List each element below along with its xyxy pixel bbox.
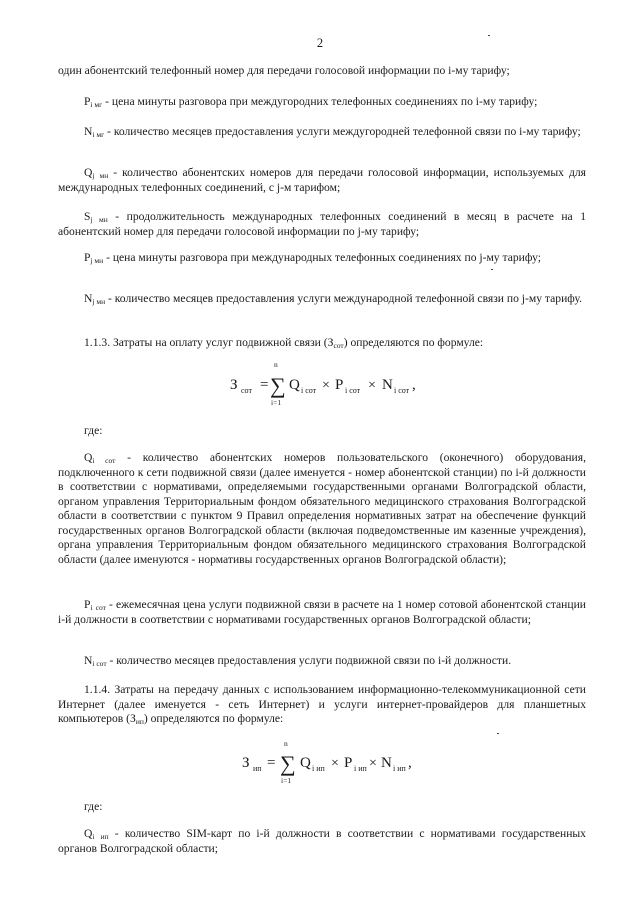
formula-lhs-subscript: сот xyxy=(241,386,252,395)
formula-svg xyxy=(0,738,640,792)
definition-n-i-sot xyxy=(58,654,586,669)
formula-lhs: З xyxy=(242,755,250,771)
sum-sign: ∑ xyxy=(280,751,296,776)
symbol-subscript: i xyxy=(92,832,95,841)
paragraph-continuation: один абонентский телефонный номер для передачи голосовой информации по i-му тарифу; xyxy=(58,64,510,77)
symbol-subscript: j мн xyxy=(90,256,104,265)
formula-term-n-subscript: i сот xyxy=(394,386,410,395)
formula-term-p: P xyxy=(335,377,344,393)
section-1-1-4-heading xyxy=(58,683,586,727)
formula-term-p: P xyxy=(344,755,353,771)
section-text-end: ) определяются по формуле: xyxy=(343,336,484,349)
symbol-subscript: ип xyxy=(135,717,144,726)
scan-speck xyxy=(488,35,490,36)
formula-term-p-subscript: i ип xyxy=(354,764,367,773)
symbol-subscript: i мг xyxy=(90,100,103,109)
symbol: P xyxy=(84,95,91,108)
formula-times-2: × xyxy=(369,756,377,771)
definition-p-i-mg xyxy=(58,95,586,110)
formula-equals: = xyxy=(260,377,269,393)
symbol: P xyxy=(84,598,91,611)
symbol: S xyxy=(84,210,91,223)
formula-times-1: × xyxy=(331,756,339,771)
formula-term-n-subscript: i ип xyxy=(393,764,406,773)
definition-text: - количество SIM-карт по i-й должности в соответствии с нормативами государственных органов Волгоградской области; xyxy=(58,827,586,855)
definition-p-j-mn xyxy=(58,251,586,266)
sum-lower-limit: i=1 xyxy=(271,398,282,407)
definition-text: - цена минуты разговора при междугородних телефонных соединениях по i-му тарифу; xyxy=(102,95,538,108)
symbol: N xyxy=(84,125,93,138)
section-1-1-3-heading xyxy=(58,336,586,351)
definition-text: - количество месяцев предоставления услуги междугородней телефонной связи по i-му тарифу; xyxy=(104,125,581,138)
symbol-subscript-2: мн xyxy=(99,171,109,180)
symbol-subscript-2: ип xyxy=(100,832,109,841)
symbol-subscript: i мг xyxy=(92,130,105,139)
formula-svg xyxy=(0,358,640,412)
symbol-subscript: сот xyxy=(333,341,344,350)
definition-n-i-mg xyxy=(58,125,586,140)
formula-internet-costs xyxy=(0,738,640,792)
formula-times-1: × xyxy=(322,378,330,393)
symbol-subscript: i сот xyxy=(92,456,116,465)
symbol: Q xyxy=(84,166,93,179)
definition-p-i-sot xyxy=(58,598,586,627)
formula-comma: , xyxy=(408,755,412,771)
definition-text: - количество абонентских номеров для передачи голосовой информации, используемых для международных телефонных соединений, с j-м тарифом; xyxy=(58,166,586,194)
symbol-subscript-2: сот xyxy=(95,603,106,612)
symbol: Q xyxy=(84,451,93,464)
definition-q-j-mn xyxy=(58,166,586,195)
definition-text: - количество абонентских номеров пользовательского (оконечного) оборудования, подключенного к сети подвижной связи (далее именуется - номер абонентской станции) по i-й должности в соответствии с нормативами, определяемыми государственными органами Волгоградской области, органом управления Территориальным фондом обязательного медицинского страхования Волгоградской области в соответствии с пунктом 9 Правил определения нормативных затрат на обеспечение функций государственных органов Волгоградской области (включая подведомственные им казенные учреждения), органа управления Территориальным фондом обязательного медицинского страхования Волгоградской области (далее именуются - нормативы государственных органов Волгоградской области); xyxy=(58,451,586,566)
sum-upper-limit: n xyxy=(284,739,288,748)
section-text-end: ) определяются по формуле: xyxy=(143,712,284,725)
formula-term-n: N xyxy=(381,755,392,771)
symbol: N xyxy=(84,292,93,305)
symbol: P xyxy=(84,251,91,264)
sum-upper-limit: n xyxy=(274,360,278,369)
definition-text: - цена минуты разговора при международных телефонных соединениях по j-му тарифу; xyxy=(103,251,541,264)
formula-lhs: З xyxy=(230,377,238,393)
definition-text: - ежемесячная цена услуги подвижной связи в расчете на 1 номер сотовой абонентской станции i-й должности в соответствии с нормативами государственных органов Волгоградской области; xyxy=(58,598,586,626)
sum-lower-limit: i=1 xyxy=(281,776,292,785)
symbol-subscript: j мн xyxy=(90,215,108,224)
definition-text: - количество месяцев предоставления услуги подвижной связи по i-й должности. xyxy=(106,654,512,667)
definition-q-i-ip xyxy=(58,827,586,856)
formula-term-q-subscript: i сот xyxy=(301,386,317,395)
where-label-2: где: xyxy=(84,800,103,813)
formula-times-2: × xyxy=(368,378,376,393)
symbol-subscript: j xyxy=(92,171,95,180)
section-text: 1.1.3. Затраты на оплату услуг подвижной связи (З xyxy=(84,336,334,349)
definition-q-i-sot xyxy=(58,451,586,567)
formula-comma: , xyxy=(412,377,416,393)
symbol-subscript: i xyxy=(90,603,93,612)
formula-term-q: Q xyxy=(300,755,311,771)
symbol: N xyxy=(84,654,93,667)
formula-equals: = xyxy=(267,755,276,771)
scan-speck xyxy=(491,269,493,270)
symbol: Q xyxy=(84,827,93,840)
definition-text: - количество месяцев предоставления услуги международной телефонной связи по j-му тарифу. xyxy=(105,292,583,305)
definition-n-j-mn xyxy=(58,292,586,307)
definition-s-j-mn xyxy=(58,210,586,239)
formula-term-p-subscript: i сот xyxy=(345,386,361,395)
formula-term-q: Q xyxy=(289,377,300,393)
formula-mobile-costs xyxy=(0,358,640,412)
symbol-subscript: j мн xyxy=(92,297,106,306)
symbol-subscript: i сот xyxy=(92,659,107,668)
section-text: 1.1.4. Затраты на передачу данных с использованием информационно-телекоммуникационной сети Интернет (далее именуется - сеть Интернет) и услуги интернет-провайдеров для планшетных компьютеров (З xyxy=(58,683,586,725)
definition-text: - продолжительность международных телефонных соединений в месяц в расчете на 1 абонентский номер для передачи голосовой информации по j-му тарифу; xyxy=(58,210,586,238)
formula-term-n: N xyxy=(382,377,393,393)
where-label-1: где: xyxy=(84,424,103,437)
scan-speck xyxy=(497,733,499,734)
formula-term-q-subscript: i ип xyxy=(312,764,325,773)
formula-lhs-subscript: ип xyxy=(253,764,262,773)
sum-sign: ∑ xyxy=(270,373,286,398)
page-number: 2 xyxy=(316,36,324,50)
